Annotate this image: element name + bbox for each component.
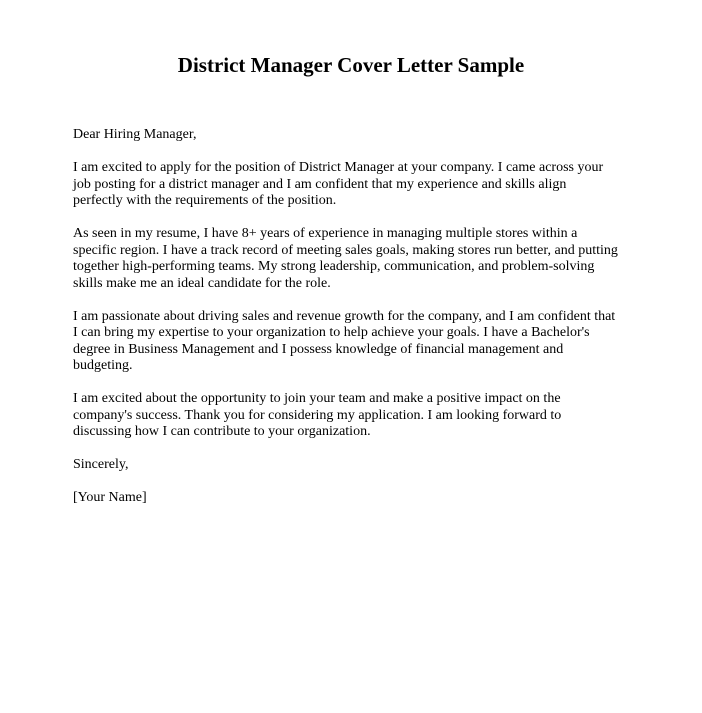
paragraph-line: I am excited about the opportunity to join your team and make a positive impact on the	[73, 391, 561, 406]
paragraph-line: job posting for a district manager and I am confident that my experience and skills align	[73, 176, 567, 192]
paragraph-line: specific region. I have a track record of meeting sales goals, making stores run better, and putting	[73, 242, 618, 258]
paragraph-line: degree in Business Management and I possess knowledge of financial management and	[73, 341, 564, 357]
letter-body	[73, 127, 643, 523]
paragraph-line: discussing how I can contribute to your organization.	[73, 424, 371, 439]
paragraph-line: skills make me an ideal candidate for the role.	[73, 275, 331, 291]
paragraph-line: perfectly with the requirements of the position.	[73, 193, 337, 208]
closing	[73, 457, 643, 474]
paragraph-line: I am excited to apply for the position of District Manager at your company. I came across your	[73, 160, 604, 175]
paragraph-line: budgeting.	[73, 358, 133, 373]
salutation	[73, 127, 643, 144]
paragraph-line: together high-performing teams. My strong leadership, communication, and problem-solving	[73, 259, 595, 274]
paragraph-1	[73, 160, 643, 210]
document-title: District Manager Cover Letter Sample	[177, 53, 525, 77]
paragraph-3	[73, 309, 643, 375]
paragraph-4	[73, 391, 643, 441]
signature	[73, 490, 643, 507]
signature-line: [Your Name]	[73, 490, 147, 505]
paragraph-line: I can bring my expertise to your organization to help achieve your goals. I have a Bachelor's	[73, 325, 590, 340]
closing-line: Sincerely,	[73, 457, 129, 472]
paragraph-line: company's success. Thank you for considering my application. I am looking forward to	[73, 407, 562, 423]
salutation-line: Dear Hiring Manager,	[73, 127, 197, 142]
paragraph-2	[73, 226, 643, 292]
paragraph-line: I am passionate about driving sales and revenue growth for the company, and I am confident that	[73, 308, 616, 324]
paragraph-line: As seen in my resume, I have 8+ years of experience in managing multiple stores within a	[73, 226, 578, 241]
